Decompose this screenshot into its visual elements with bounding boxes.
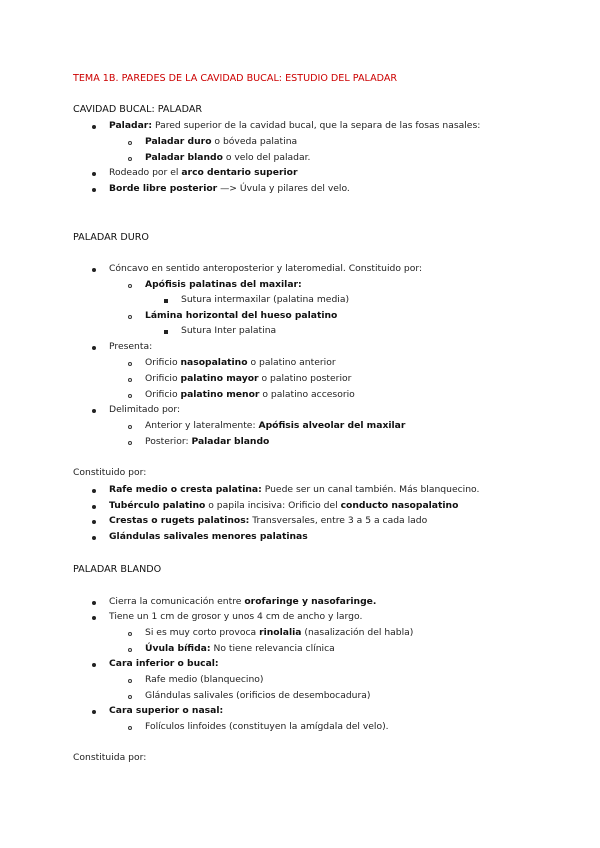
list-item: Lámina horizontal del hueso palatino: [145, 310, 338, 321]
list-item: Presenta:: [109, 341, 153, 352]
bullet-icon: [92, 663, 96, 667]
paragraph: Constituida por:: [73, 752, 147, 763]
list-item: Tiene un 1 cm de grosor y unos 4 cm de ancho y largo.: [109, 611, 363, 622]
list-item: Cierra la comunicación entre orofaringe y nasofaringe.: [109, 596, 377, 607]
circle-bullet-icon: [128, 441, 132, 445]
bullet-icon: [92, 268, 96, 272]
circle-bullet-icon: [128, 284, 132, 288]
list-item: Cara superior o nasal:: [109, 705, 224, 716]
circle-bullet-icon: [128, 394, 132, 398]
list-item: Paladar: Pared superior de la cavidad bucal, que la separa de las fosas nasales:: [109, 120, 481, 131]
list-item: Úvula bífida: No tiene relevancia clínica: [145, 643, 335, 654]
circle-bullet-icon: [128, 726, 132, 730]
list-item: Glándulas salivales (orificios de desembocadura): [145, 690, 371, 701]
bullet-icon: [92, 409, 96, 413]
list-item: Cóncavo en sentido anteroposterior y lateromedial. Constituido por:: [109, 263, 423, 274]
list-item: Si es muy corto provoca rinolalia (nasalización del habla): [145, 627, 414, 638]
list-item: Orificio nasopalatino o palatino anterior: [145, 357, 336, 368]
list-item: Borde libre posterior —> Úvula y pilares del velo.: [109, 183, 350, 194]
square-bullet-icon: [164, 299, 168, 303]
bullet-icon: [92, 505, 96, 509]
list-item: Rafe medio o cresta palatina: Puede ser un canal también. Más blanquecino.: [109, 484, 480, 495]
list-item: Orificio palatino mayor o palatino posterior: [145, 373, 352, 384]
bullet-icon: [92, 489, 96, 493]
list-item: Sutura Inter palatina: [181, 325, 277, 336]
circle-bullet-icon: [128, 695, 132, 699]
bullet-icon: [92, 346, 96, 350]
bullet-icon: [92, 601, 96, 605]
circle-bullet-icon: [128, 157, 132, 161]
list-item: Delimitado por:: [109, 404, 181, 415]
square-bullet-icon: [164, 330, 168, 334]
list-item: Tubérculo palatino o papila incisiva: Orificio del conducto nasopalatino: [109, 500, 459, 511]
list-item: Orificio palatino menor o palatino accesorio: [145, 389, 355, 400]
list-item: Apófisis palatinas del maxilar:: [145, 279, 302, 290]
list-item: Posterior: Paladar blando: [145, 436, 270, 447]
list-item: Rafe medio (blanquecino): [145, 674, 264, 685]
list-item: Anterior y lateralmente: Apófisis alveolar del maxilar: [145, 420, 406, 431]
circle-bullet-icon: [128, 378, 132, 382]
section-heading-cavidad-bucal: CAVIDAD BUCAL: PALADAR: [73, 104, 203, 115]
bullet-icon: [92, 616, 96, 620]
list-item: Rodeado por el arco dentario superior: [109, 167, 298, 178]
paragraph: Constituido por:: [73, 467, 147, 478]
list-item: Glándulas salivales menores palatinas: [109, 531, 308, 542]
list-item: Sutura intermaxilar (palatina media): [181, 294, 350, 305]
list-item: Paladar blando o velo del paladar.: [145, 152, 311, 163]
list-item: Folículos linfoides (constituyen la amígdala del velo).: [145, 721, 389, 732]
bullet-icon: [92, 710, 96, 714]
list-item: Paladar duro o bóveda palatina: [145, 136, 298, 147]
list-item: Cara inferior o bucal:: [109, 658, 219, 669]
circle-bullet-icon: [128, 679, 132, 683]
circle-bullet-icon: [128, 632, 132, 636]
bullet-icon: [92, 172, 96, 176]
circle-bullet-icon: [128, 362, 132, 366]
section-heading-paladar-duro: PALADAR DURO: [73, 232, 149, 243]
circle-bullet-icon: [128, 315, 132, 319]
bullet-icon: [92, 520, 96, 524]
circle-bullet-icon: [128, 648, 132, 652]
circle-bullet-icon: [128, 141, 132, 145]
section-heading-paladar-blando: PALADAR BLANDO: [73, 564, 162, 575]
document-title: TEMA 1B. PAREDES DE LA CAVIDAD BUCAL: ESTUDIO DEL PALADAR: [73, 73, 398, 84]
list-item: Crestas o rugets palatinos: Transversales, entre 3 a 5 a cada lado: [109, 515, 428, 526]
circle-bullet-icon: [128, 425, 132, 429]
bullet-icon: [92, 188, 96, 192]
bullet-icon: [92, 536, 96, 540]
bullet-icon: [92, 125, 96, 129]
